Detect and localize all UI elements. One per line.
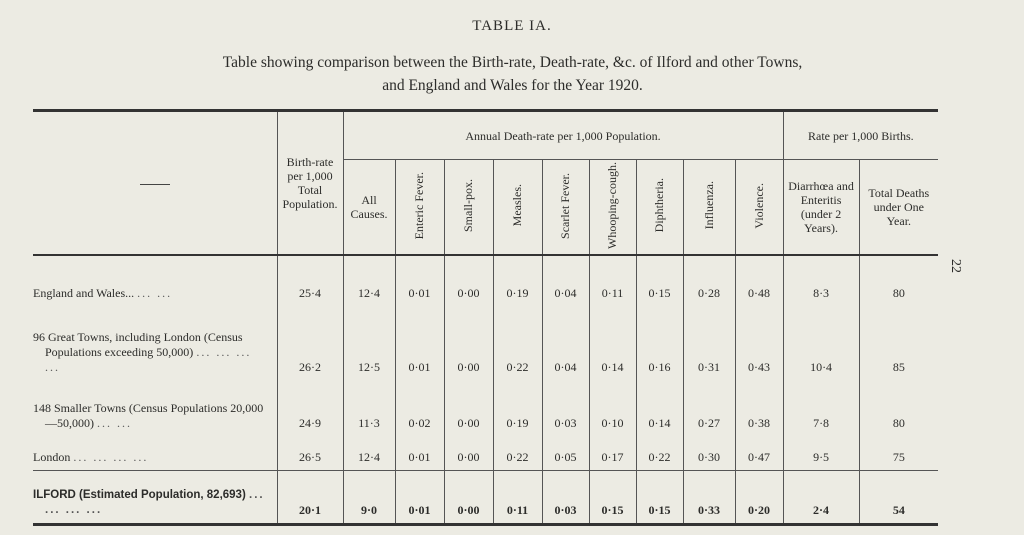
cell: 0·28 [683,255,735,306]
cell: 0·00 [444,380,493,436]
row-name-text: England and Wales... [33,286,135,300]
enteric-fever-label: Enteric Fever. [412,171,426,240]
cell: 0·11 [589,255,636,306]
small-pox-label: Small-pox. [461,179,475,232]
cell: 0·01 [395,471,444,525]
row-leader: ... ... ... ... [45,489,265,516]
table-subtitle [95,51,930,97]
cell: 0·15 [589,471,636,525]
birth-rate-header: Birth-rate per 1,000 Total Population. [277,111,343,256]
header-row-top [33,111,938,160]
row-name [33,255,277,306]
whooping-cough-header [589,160,636,256]
cell: 12·5 [343,306,395,380]
cell: 25·4 [277,255,343,306]
scarlet-fever-header [542,160,589,256]
cell: 9·0 [343,471,395,525]
violence-header [735,160,783,256]
row-name-text: 148 Smaller Towns (Census Populations 20,000—50,000) [33,401,264,430]
table-row [33,380,938,436]
cell: 0·38 [735,380,783,436]
cell: 0·10 [589,380,636,436]
description-header [33,111,277,256]
cell: 10·4 [783,306,859,380]
violence-label: Violence. [751,182,766,229]
row-name [33,306,277,380]
comparison-table [33,109,938,526]
cell: 0·01 [395,306,444,380]
table-body [33,255,938,525]
cell: 0·04 [542,255,589,306]
cell: 0·02 [395,380,444,436]
cell: 0·43 [735,306,783,380]
cell: 0·47 [735,436,783,471]
cell: 0·14 [589,306,636,380]
cell: 0·22 [636,436,683,471]
measles-label: Measles. [510,184,524,227]
subtitle-line-2: and England and Wales for the Year 1920. [382,77,643,94]
page-number: 22 [948,259,963,273]
row-name-text: London [33,450,71,464]
cell: 0·15 [636,471,683,525]
all-causes-header: All Causes. [343,160,395,256]
cell: 0·16 [636,306,683,380]
cell: 0·19 [493,380,542,436]
header-dash [140,184,170,185]
cell: 80 [859,380,938,436]
cell: 7·8 [783,380,859,436]
row-name-text: ILFORD (Estimated Population, 82,693) [33,489,246,501]
cell: 0·48 [735,255,783,306]
table-row-ilford [33,471,938,525]
cell: 12·4 [343,255,395,306]
diphtheria-label: Diphtheria. [652,178,666,233]
cell: 0·20 [735,471,783,525]
cell: 85 [859,306,938,380]
table-row [33,255,938,306]
small-pox-header [444,160,493,256]
cell: 0·00 [444,471,493,525]
influenza-label: Influenza. [701,181,716,230]
cell: 0·22 [493,436,542,471]
influenza-header [683,160,735,256]
diphtheria-header [636,160,683,256]
cell: 11·3 [343,380,395,436]
cell: 26·2 [277,306,343,380]
scarlet-fever-label: Scarlet Fever. [558,172,572,239]
cell: 0·11 [493,471,542,525]
row-leader: ... ... [97,416,132,430]
cell: 0·03 [542,471,589,525]
row-name-text: 96 Great Towns, including London (Census Populations exceeding 50,000) [33,330,243,359]
table-title: TABLE IA. [472,18,552,34]
cell: 0·01 [395,255,444,306]
row-name [33,471,277,525]
cell: 0·00 [444,436,493,471]
cell: 24·9 [277,380,343,436]
cell: 0·31 [683,306,735,380]
cell: 0·17 [589,436,636,471]
rate-births-group-header: Rate per 1,000 Births. [783,111,938,160]
cell: 0·14 [636,380,683,436]
whooping-cough-label: Whooping-cough. [605,162,619,249]
row-name [33,380,277,436]
row-leader: ... ... ... ... [73,450,149,464]
table-row [33,436,938,471]
death-rate-group-header: Annual Death-rate per 1,000 Population. [343,111,783,160]
cell: 2·4 [783,471,859,525]
cell: 0·05 [542,436,589,471]
cell: 0·00 [444,306,493,380]
cell: 0·19 [493,255,542,306]
cell: 0·33 [683,471,735,525]
total-deaths-header: Total Deaths under One Year. [859,160,938,256]
cell: 26·5 [277,436,343,471]
cell: 8·3 [783,255,859,306]
cell: 54 [859,471,938,525]
enteric-fever-header [395,160,444,256]
cell: 12·4 [343,436,395,471]
subtitle-line-1: Table showing comparison between the Birth-rate, Death-rate, &c. of Ilford and other Towns, [222,54,803,71]
cell: 20·1 [277,471,343,525]
cell: 0·03 [542,380,589,436]
cell: 0·27 [683,380,735,436]
cell: 0·00 [444,255,493,306]
cell: 0·04 [542,306,589,380]
measles-header [493,160,542,256]
diarrhoea-header: Diarrhœa and Enteritis (under 2 Years). [783,160,859,256]
row-leader: ... ... ... ... [45,345,252,374]
cell: 0·15 [636,255,683,306]
cell: 80 [859,255,938,306]
row-leader: ... ... [137,286,173,300]
cell: 9·5 [783,436,859,471]
row-name [33,436,277,471]
cell: 0·30 [683,436,735,471]
cell: 0·22 [493,306,542,380]
table-row [33,306,938,380]
cell: 0·01 [395,436,444,471]
cell: 75 [859,436,938,471]
